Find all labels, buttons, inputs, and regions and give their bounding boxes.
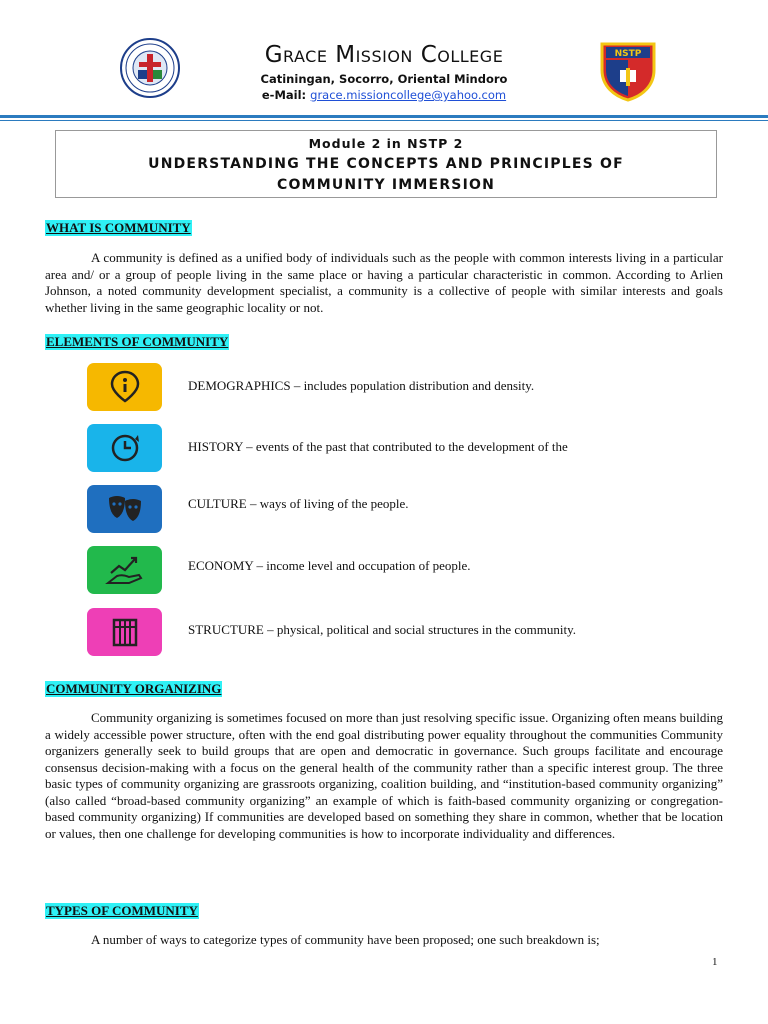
location-info-icon <box>87 363 162 411</box>
element-economy: ECONOMY – income level and occupation of people. <box>188 558 471 573</box>
svg-text:NSTP: NSTP <box>614 49 642 59</box>
heading-what-is-community: WHAT IS COMMUNITY <box>46 220 191 235</box>
heading-community-organizing: COMMUNITY ORGANIZING <box>46 681 222 696</box>
college-seal-logo <box>120 37 180 99</box>
email-label: e-Mail: <box>261 88 311 102</box>
element-demographics: DEMOGRAPHICS – includes population distribution and density. <box>188 378 535 393</box>
nstp-shield-logo <box>598 40 658 102</box>
college-address: Catiningan, Socorro, Oriental Mindoro <box>260 72 508 86</box>
header-rule-thick <box>0 115 768 118</box>
heading-elements-of-community: ELEMENTS OF COMMUNITY <box>46 334 229 349</box>
college-name: Grace Mission College <box>264 42 504 68</box>
clock-history-icon <box>87 424 162 472</box>
element-culture: CULTURE – ways of living of the people. <box>188 496 409 511</box>
building-icon <box>87 608 162 656</box>
element-history: HISTORY – events of the past that contributed to the development of the <box>188 439 568 454</box>
paragraph-types-of-community: A number of ways to categorize types of community have been proposed; one such breakdown is; <box>91 932 600 947</box>
module-subtitle-line-2: COMMUNITY IMMERSION <box>276 177 496 193</box>
header-rule-thin <box>0 120 768 121</box>
module-subtitle <box>55 154 717 196</box>
module-subtitle-line-1: UNDERSTANDING THE CONCEPTS AND PRINCIPLES OF <box>148 156 624 172</box>
heading-types-of-community: TYPES OF COMMUNITY <box>46 903 198 918</box>
element-structure: STRUCTURE – physical, political and social structures in the community. <box>188 622 577 637</box>
growth-hand-icon <box>87 546 162 594</box>
paragraph-what-is-community: A community is defined as a unified body of individuals such as the people with common interests living in a particular area and/ or a group of people living in the same place or having a particular characteristic in common. According to Arlien Johnson, a noted community development specialist, a community is a collective of people with similar interests and goals whether living in the same geographic locality or not. <box>45 250 723 315</box>
email-link[interactable]: grace.missioncollege@yahoo.com <box>310 88 507 102</box>
email-line <box>180 88 588 102</box>
module-title: Module 2 in NSTP 2 <box>308 136 464 151</box>
paragraph-community-organizing: Community organizing is sometimes focused on more than just resolving specific issue. Organizing often means building a widely accessible power structure, often with the end goal distributing power equality throughout the communities Community organizers generally seek to build groups that are open and democratic in governance. Such groups facilitate and encourage consensus decision-making with a focus on the general health of the community rather than a specific interest group. The three basic types of community organizing are grassroots organizing, coalition building, and “institution-based community organizing” (also called “broad-based community organizing” an example of which is faith-based community organizing or congregation-based community organizing) If communities are developed based on something they share in common, whether that be location or values, then one challenge for developing communities is how to incorporate individuality and differences. <box>45 710 723 841</box>
page-number: 1 <box>712 956 718 968</box>
theater-masks-icon <box>87 485 162 533</box>
